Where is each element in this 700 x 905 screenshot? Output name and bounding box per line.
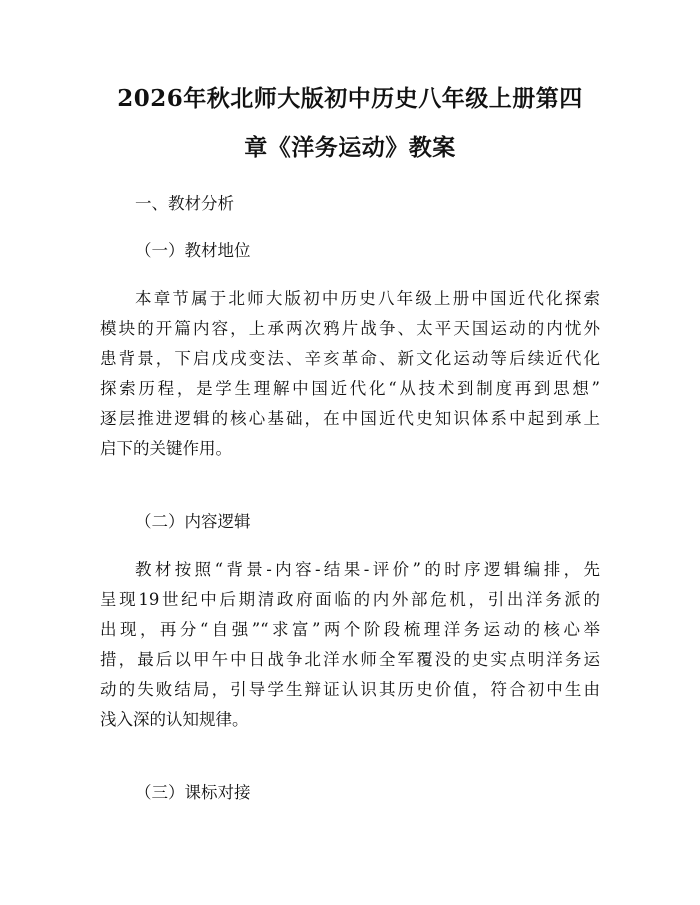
section-heading-teaching-material-analysis: 一、教材分析: [135, 194, 234, 213]
paragraph-line: 出现，再分“自强”“求富”两个阶段梳理洋务运动的核心举: [100, 620, 600, 639]
subsection-heading-content-logic: （二）内容逻辑: [135, 512, 251, 531]
subsection-heading-curriculum-alignment: （三）课标对接: [135, 783, 251, 802]
paragraph-line: 逐层推进逻辑的核心基础，在中国近代史知识体系中起到承上: [100, 409, 600, 428]
paragraph-line: 启下的关键作用。: [100, 439, 232, 458]
paragraph-line: 措，最后以甲午中日战争北洋水师全军覆没的史实点明洋务运: [100, 650, 600, 669]
paragraph-line: 浅入深的认知规律。: [100, 710, 249, 729]
paragraph-line: 教材按照“背景-内容-结果-评价”的时序逻辑编排，先: [135, 560, 600, 579]
paragraph-line: 动的失败结局，引导学生辩证认识其历史价值，符合初中生由: [100, 680, 600, 699]
document-title-line-2: 章《洋务运动》教案: [244, 134, 456, 161]
paragraph-line: 呈现19世纪中后期清政府面临的内外部危机，引出洋务派的: [100, 590, 600, 609]
subsection-heading-material-position: （一）教材地位: [135, 241, 251, 260]
document-title-line-1: 2026年秋北师大版初中历史八年级上册第四: [117, 85, 583, 112]
paragraph-line: 探索历程，是学生理解中国近代化“从技术到制度再到思想”: [100, 379, 600, 398]
paragraph-line: 患背景，下启戊戌变法、辛亥革命、新文化运动等后续近代化: [100, 349, 600, 368]
paragraph-line: 模块的开篇内容，上承两次鸦片战争、太平天国运动的内忧外: [100, 319, 600, 338]
paragraph-line: 本章节属于北师大版初中历史八年级上册中国近代化探索: [135, 289, 600, 308]
